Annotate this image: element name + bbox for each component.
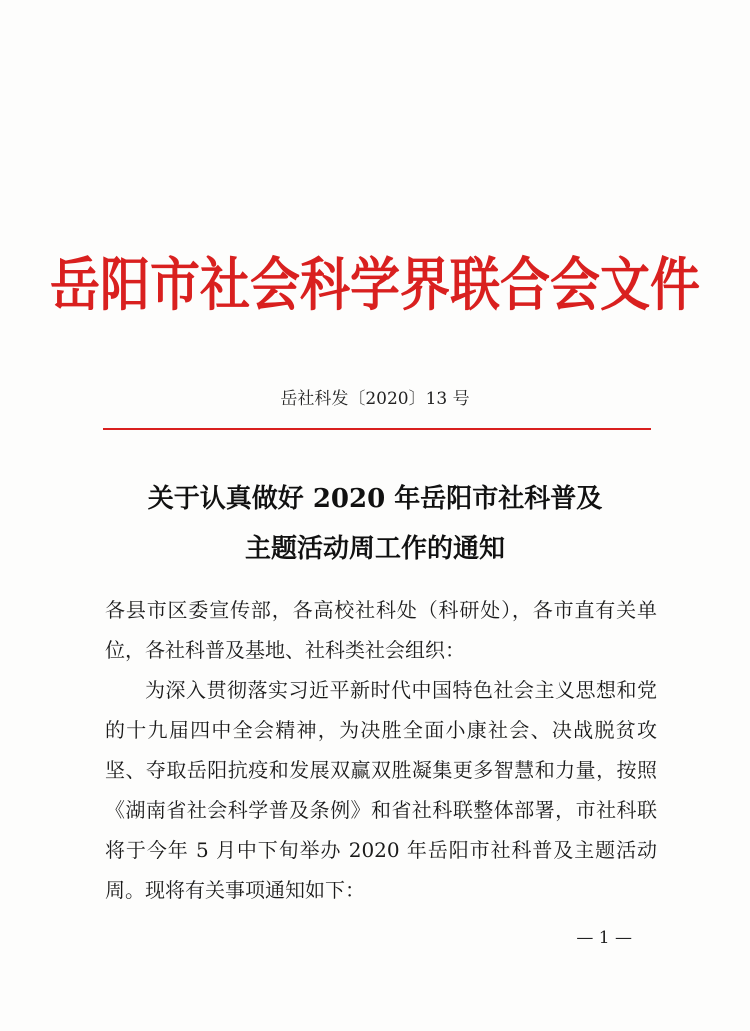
salutation: 各县市区委宣传部，各高校社科处（科研处），各市直有关单位，各社科普及基地、社科类社会组织： — [105, 598, 657, 662]
document-masthead: 岳阳市社会科学界联合会文件 — [50, 250, 700, 319]
red-divider — [103, 428, 651, 430]
body-paragraph: 为深入贯彻落实习近平新时代中国特色社会主义思想和党的十九届四中全会精神，为决胜全面小康社会、决战脱贫攻坚、夺取岳阳抗疫和发展双赢双胜凝集更多智慧和力量，按照《湖南省社会科学普及条例》和省社科联整体部署，市社科联将于今年 5 月中下旬举办 2020 年岳阳市社科普及主题活动周。现将有关事项通知如下： — [105, 678, 657, 902]
page-number: — 1 — — [576, 928, 632, 948]
notice-title-line-2: 主题活动周工作的通知 — [244, 534, 505, 564]
notice-title-line-1: 关于认真做好 2020 年岳阳市社科普及 — [147, 484, 603, 514]
notice-body — [105, 590, 657, 910]
document-number: 岳社科发〔2020〕13 号 — [280, 389, 470, 409]
